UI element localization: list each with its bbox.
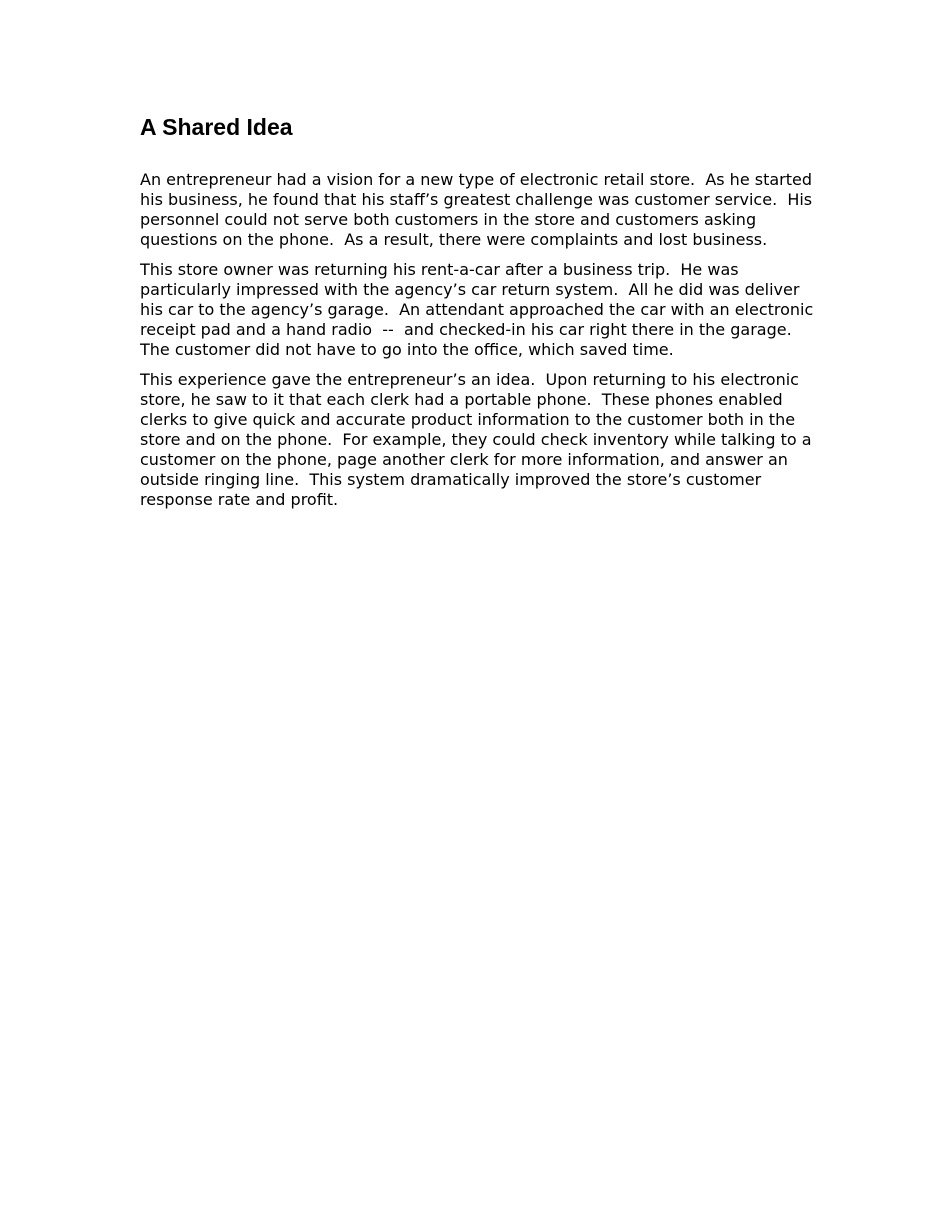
paragraph-2: This store owner was returning his rent-a-car after a business trip. He was particularly impressed with the agency’s car return system. All he did was deliver his car to the agency’s garage. An attendant approached the car with an electronic receipt pad and a hand radio -- and checked-in his car right there in the garage. The customer did not have to go into the office, which saved time. <box>140 260 819 359</box>
document-title: A Shared Idea <box>140 114 293 140</box>
paragraph-3: This experience gave the entrepreneur’s an idea. Upon returning to his electronic store, he saw to it that each clerk had a portable phone. These phones enabled clerks to give quick and accurate product information to the customer both in the store and on the phone. For example, they could check inventory while talking to a customer on the phone, page another clerk for more information, and answer an outside ringing line. This system dramatically improved the store’s customer response rate and profit. <box>140 370 817 509</box>
document-page <box>140 112 820 520</box>
paragraph-1: An entrepreneur had a vision for a new type of electronic retail store. As he started his business, he found that his staff’s greatest challenge was customer service. His personnel could not serve both customers in the store and customers asking questions on the phone. As a result, there were complaints and lost business. <box>140 170 818 249</box>
